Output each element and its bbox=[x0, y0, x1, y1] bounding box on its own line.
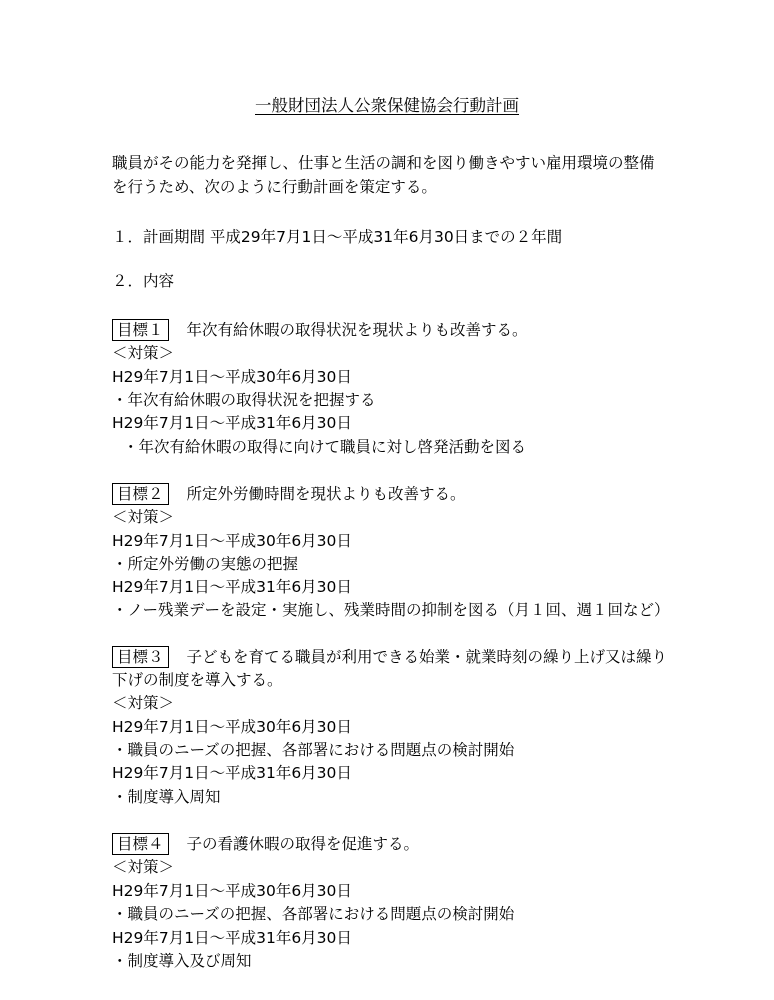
intro-line-1: 職員がその能力を発揮し、仕事と生活の調和を図り働きやすい雇用環境の整備 bbox=[112, 154, 655, 172]
goal-4-period-1: H29年7月1日～平成30年6月30日 bbox=[112, 882, 352, 900]
goal-3-text-continued: 下げの制度を導入する。 bbox=[112, 671, 283, 689]
goal-4-text: 子の看護休暇の取得を促進する。 bbox=[186, 835, 420, 853]
goal-3-item-2: ・制度導入周知 bbox=[112, 788, 221, 806]
goal-2-item-2: ・ノー残業デーを設定・実施し、残業時間の抑制を図る（月１回、週１回など） bbox=[112, 601, 670, 619]
goal-3-text: 子どもを育てる職員が利用できる始業・就業時刻の繰り上げ又は繰り bbox=[186, 648, 668, 666]
goal-3-measures-heading: ＜対策＞ bbox=[112, 694, 175, 712]
document-title: 一般財団法人公衆保健協会行動計画 bbox=[255, 96, 519, 115]
goal-4-measures-heading: ＜対策＞ bbox=[112, 858, 175, 876]
goal-3-period-1: H29年7月1日～平成30年6月30日 bbox=[112, 718, 352, 736]
goal-3-heading bbox=[112, 646, 667, 668]
goal-2-item-1: ・所定外労働の実態の把握 bbox=[112, 555, 299, 573]
goal-3-label: 目標３ bbox=[112, 646, 169, 668]
goal-2-text: 所定外労働時間を現状よりも改善する。 bbox=[186, 485, 466, 503]
plan-period: １．計画期間 平成29年7月1日～平成31年6月30日までの２年間 bbox=[112, 228, 563, 246]
goal-3-period-2: H29年7月1日～平成31年6月30日 bbox=[112, 764, 352, 782]
goal-4-item-2: ・制度導入及び周知 bbox=[112, 952, 252, 970]
goal-1-item-1: ・年次有給休暇の取得状況を把握する bbox=[112, 391, 376, 409]
goal-2-heading bbox=[112, 483, 466, 505]
goal-1-period-1: H29年7月1日～平成30年6月30日 bbox=[112, 368, 352, 386]
goal-4-item-1: ・職員のニーズの把握、各部署における問題点の検討開始 bbox=[112, 905, 515, 923]
goal-1-label: 目標１ bbox=[112, 319, 169, 341]
goal-2-label: 目標２ bbox=[112, 483, 169, 505]
goal-1-item-2: ・年次有給休暇の取得に向けて職員に対し啓発活動を図る bbox=[123, 438, 527, 456]
goal-2-period-1: H29年7月1日～平成30年6月30日 bbox=[112, 532, 352, 550]
intro-line-2: を行うため、次のように行動計画を策定する。 bbox=[112, 178, 437, 196]
contents-heading: ２．内容 bbox=[112, 272, 175, 290]
goal-4-period-2: H29年7月1日～平成31年6月30日 bbox=[112, 929, 352, 947]
goal-1-text: 年次有給休暇の取得状況を現状よりも改善する。 bbox=[186, 321, 528, 339]
goal-2-measures-heading: ＜対策＞ bbox=[112, 508, 175, 526]
goal-1-measures-heading: ＜対策＞ bbox=[112, 344, 175, 362]
goal-1-heading bbox=[112, 319, 528, 341]
goal-2-period-2: H29年7月1日～平成31年6月30日 bbox=[112, 578, 352, 596]
goal-3-item-1: ・職員のニーズの把握、各部署における問題点の検討開始 bbox=[112, 741, 515, 759]
goal-4-label: 目標４ bbox=[112, 833, 169, 855]
goal-4-heading bbox=[112, 833, 419, 855]
goal-1-period-2: H29年7月1日～平成31年6月30日 bbox=[112, 414, 352, 432]
